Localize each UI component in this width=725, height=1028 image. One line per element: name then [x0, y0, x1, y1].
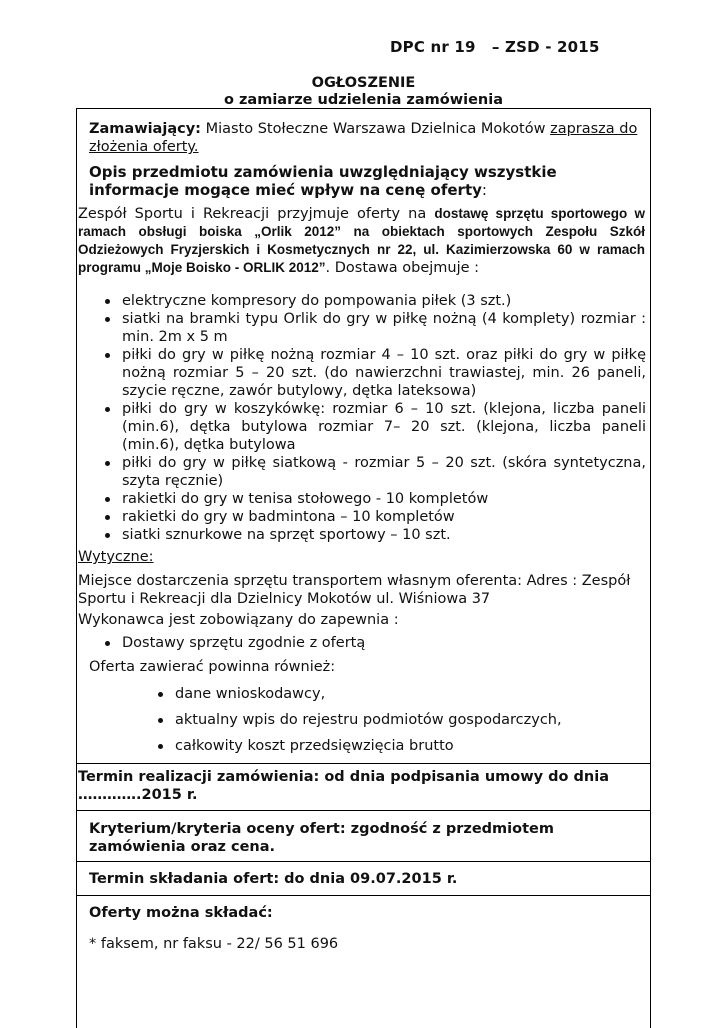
- description-heading-text: Opis przedmiotu zamówienia uwzględniający wszystkie informacje mogące mieć wpływ na cenę oferty: [89, 163, 557, 199]
- list-item: piłki do gry w piłkę siatkową - rozmiar 5 – 20 szt. (skóra syntetyczna, szyta ręcznie): [96, 454, 646, 490]
- description-bold-text: dostawę sprzętu sportowego w ramach obsługi boiska „Orlik 2012” na obiektach sportowych Zespołu Szkół Odzieżowych Fryzjerskich i Kosmetycznych nr 22, ul. Kazimierzowska 60 w ramach programu „Moje Boisko - ORLIK 2012”: [78, 206, 645, 275]
- evaluation-criteria: Kryterium/kryteria oceny ofert: zgodność z przedmiotem zamówienia oraz cena.: [89, 821, 554, 855]
- ordering-entity: Miasto Stołeczne Warszawa Dzielnica Mokotów: [205, 121, 546, 137]
- list-item: elektryczne kompresory do pompowania piłek (3 szt.): [96, 292, 646, 310]
- items-list-container: [96, 292, 646, 544]
- list-item: dane wnioskodawcy,: [149, 685, 644, 703]
- list-item: całkowity koszt przedsięwzięcia brutto: [149, 737, 644, 755]
- announcement-title: OGŁOSZENIE: [311, 75, 416, 91]
- fax-number: * faksem, nr faksu - 22/ 56 51 696: [89, 936, 339, 952]
- list-item: piłki do gry w piłkę nożną rozmiar 4 – 10 szt. oraz piłki do gry w piłkę nożną rozmiar 5 – 20 szt. (do nawierzchni trawiastej, min. 26 paneli, szycie ręczne, zawór butylowy, dętka lateksowa): [96, 346, 646, 400]
- submission-deadline: Termin składania ofert: do dnia 09.07.2015 r.: [89, 871, 458, 887]
- realization-term: Termin realizacji zamówienia: od dnia podpisania umowy do dnia ………….2015 r.: [78, 769, 609, 803]
- duty-list-container: [96, 634, 646, 652]
- list-item: aktualny wpis do rejestru podmiotów gospodarczych,: [149, 711, 644, 729]
- list-item: rakietki do gry w badmintona – 10 kompletów: [96, 508, 646, 526]
- list-item: rakietki do gry w tenisa stołowego - 10 kompletów: [96, 490, 646, 508]
- offer-list: [149, 685, 644, 755]
- contractor-duty: Wykonawca jest zobowiązany do zapewnia :: [78, 612, 399, 628]
- list-item: piłki do gry w koszykówkę: rozmiar 6 – 10 szt. (klejona, liczba paneli (min.6), dętka butylowa rozmiar 7– 20 szt. (klejona, liczba paneli (min.6), dętka butylowa: [96, 400, 646, 454]
- ordering-party-section: [89, 120, 644, 156]
- description-paragraph: [78, 205, 645, 277]
- document-reference: DPC nr 19 – ZSD - 2015: [390, 38, 600, 56]
- list-item: siatki sznurkowe na sprzęt sportowy – 10 szt.: [96, 526, 646, 544]
- guidelines-label: Wytyczne:: [78, 549, 154, 565]
- offer-contains: Oferta zawierać powinna również:: [89, 659, 336, 675]
- ordering-label: Zamawiający:: [89, 121, 201, 137]
- offer-list-container: [149, 685, 644, 755]
- description-outro: . Dostawa obejmuje :: [325, 260, 480, 276]
- divider: [76, 763, 651, 764]
- duty-list: [96, 634, 646, 652]
- divider: [76, 810, 651, 811]
- list-item: Dostawy sprzętu zgodnie z ofertą: [96, 634, 646, 652]
- announcement-subtitle: o zamiarze udzielenia zamówienia: [223, 92, 504, 108]
- description-intro: Zespół Sportu i Rekreacji przyjmuje oferty na: [78, 206, 435, 222]
- divider: [76, 895, 651, 896]
- items-list: [96, 292, 646, 544]
- delivery-place: Miejsce dostarczenia sprzętu transportem własnym oferenta: Adres : Zespół Sportu i Rekreacji dla Dzielnicy Mokotów ul. Wiśniowa 37: [78, 573, 631, 607]
- description-heading: [89, 163, 644, 199]
- announcement-title-block: [76, 75, 651, 109]
- description-heading-colon: :: [481, 181, 487, 199]
- divider: [76, 861, 651, 862]
- submission-heading: Oferty można składać:: [89, 905, 273, 921]
- list-item: siatki na bramki typu Orlik do gry w piłkę nożną (4 komplety) rozmiar : min. 2m x 5 m: [96, 310, 646, 346]
- invite-link[interactable]: zaprasza do złożenia oferty.: [89, 121, 638, 155]
